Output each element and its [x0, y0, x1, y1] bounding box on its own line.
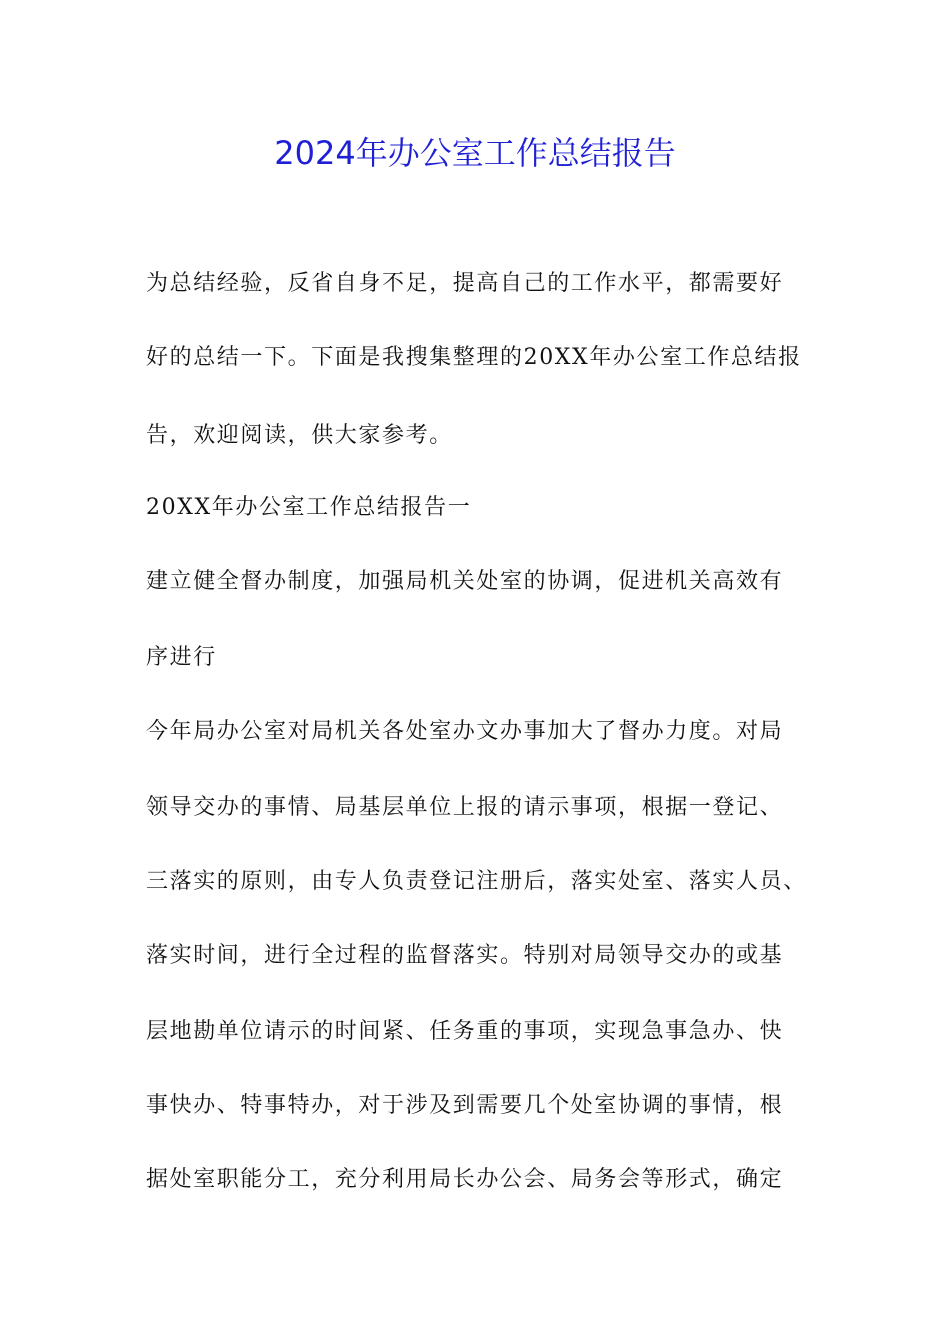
body-line-10: 落实时间，进行全过程的监督落实。特别对局领导交办的或基 [146, 943, 784, 968]
body-line-2: 好的总结一下。下面是我搜集整理的20XX年办公室工作总结报 [146, 345, 802, 370]
body-line-3: 告，欢迎阅读，供大家参考。 [146, 423, 453, 448]
body-line-1: 为总结经验，反省自身不足，提高自己的工作水平，都需要好 [146, 271, 784, 296]
body-line-7: 今年局办公室对局机关各处室办文办事加大了督办力度。对局 [146, 719, 784, 744]
section-heading: 20XX年办公室工作总结报告一 [146, 495, 472, 520]
body-line-5: 建立健全督办制度，加强局机关处室的协调，促进机关高效有 [146, 569, 784, 594]
body-line-12: 事快办、特事特办，对于涉及到需要几个处室协调的事情，根 [146, 1093, 784, 1118]
document-title: 2024年办公室工作总结报告 [274, 134, 676, 172]
body-line-8: 领导交办的事情、局基层单位上报的请示事项，根据一登记、 [146, 795, 784, 820]
body-line-9: 三落实的原则，由专人负责登记注册后，落实处室、落实人员、 [146, 869, 807, 894]
body-line-13: 据处室职能分工，充分利用局长办公会、局务会等形式，确定 [146, 1167, 784, 1192]
body-line-6: 序进行 [146, 645, 217, 670]
body-line-11: 层地勘单位请示的时间紧、任务重的事项，实现急事急办、快 [146, 1019, 784, 1044]
